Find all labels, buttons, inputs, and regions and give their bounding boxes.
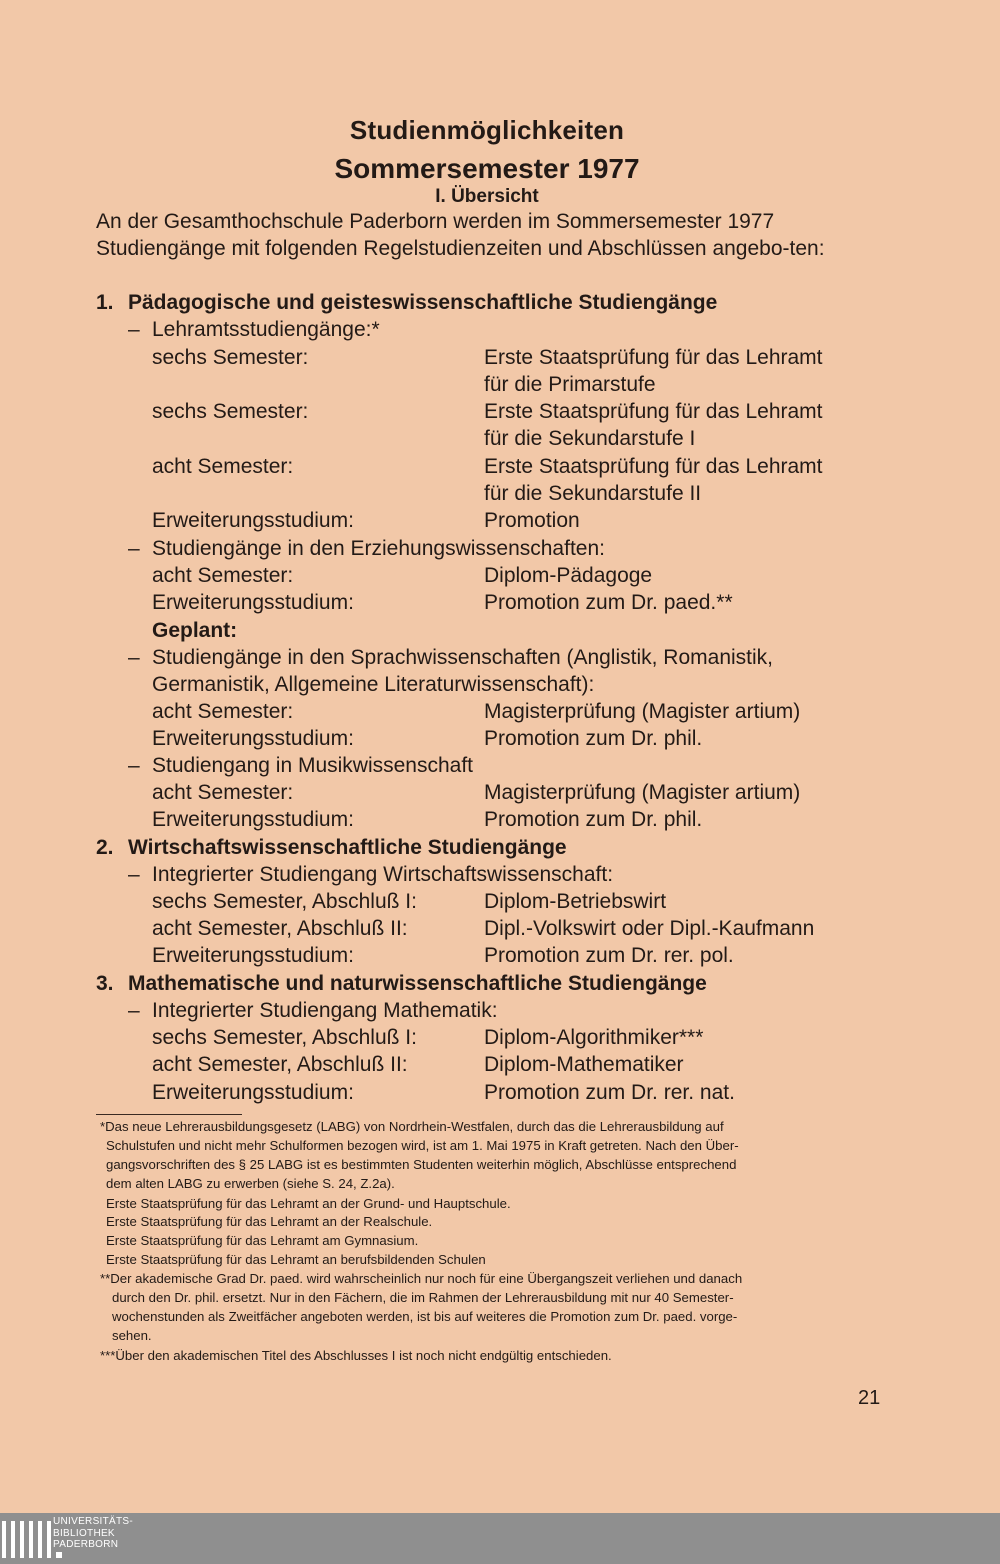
duration-label: Erweiterungsstudium: xyxy=(152,808,354,831)
footnote-line: wochenstunden als Zweitfächer angeboten werden, ist bis auf weiteres die Promotion zum Dr. paed. vorge- xyxy=(112,1309,738,1324)
page-title: Studienmöglichkeiten xyxy=(349,115,625,145)
section-number: 3. xyxy=(96,972,114,995)
footnote-line: Erste Staatsprüfung für das Lehramt an berufsbildenden Schulen xyxy=(106,1252,486,1267)
duration-label: sechs Semester, Abschluß I: xyxy=(152,890,417,913)
duration-label: sechs Semester: xyxy=(152,400,309,423)
degree-label: für die Primarstufe xyxy=(484,373,656,396)
intro-paragraph: An der Gesamthochschule Paderborn werden im Sommersemester 1977 Studiengänge mit folgenden Regelstudienzeiten und Abschlüssen angebo-ten: xyxy=(96,210,825,261)
footnote-divider xyxy=(96,1114,242,1115)
dash-bullet: – xyxy=(128,999,140,1022)
planned-label: Geplant: xyxy=(152,619,238,642)
degree-label: Erste Staatsprüfung für das Lehramt xyxy=(484,455,823,478)
dash-bullet: – xyxy=(128,646,140,669)
page-subtitle: Sommersemester 1977 xyxy=(334,153,640,184)
footnote-line: dem alten LABG zu erwerben (siehe S. 24, Z.2a). xyxy=(106,1176,395,1191)
dash-bullet: – xyxy=(128,754,140,777)
footnote-line: **Der akademische Grad Dr. paed. wird wahrscheinlich nur noch für eine Übergangszeit verliehen und danach xyxy=(100,1271,743,1286)
library-name xyxy=(53,1516,133,1551)
dash-bullet: – xyxy=(128,863,140,886)
degree-label: Promotion zum Dr. paed.** xyxy=(484,591,733,614)
footnote-line: Erste Staatsprüfung für das Lehramt am Gymnasium. xyxy=(106,1233,419,1248)
degree-label: Magisterprüfung (Magister artium) xyxy=(484,700,801,723)
page-number: 21 xyxy=(858,1387,881,1409)
degree-label: Promotion zum Dr. phil. xyxy=(484,727,703,750)
library-line: BIBLIOTHEK xyxy=(53,1527,115,1539)
degree-label: Erste Staatsprüfung für das Lehramt xyxy=(484,400,823,423)
footnote-line: Erste Staatsprüfung für das Lehramt an der Realschule. xyxy=(106,1214,433,1229)
duration-label: acht Semester: xyxy=(152,564,294,587)
footnote-line: Schulstufen und nicht mehr Schulformen bezogen wird, ist am 1. Mai 1975 in Kraft getreten. Nach den Über- xyxy=(106,1138,739,1153)
section-title: Pädagogische und geisteswissenschaftliche Studiengänge xyxy=(128,291,718,314)
degree-label: Promotion zum Dr. rer. nat. xyxy=(484,1081,735,1104)
degree-label: Dipl.-Volkswirt oder Dipl.-Kaufmann xyxy=(484,917,815,940)
degree-label: Erste Staatsprüfung für das Lehramt xyxy=(484,346,823,369)
duration-label: Erweiterungsstudium: xyxy=(152,509,354,532)
program-group: Integrierter Studiengang Mathematik: xyxy=(152,999,498,1022)
degree-label: Diplom-Mathematiker xyxy=(484,1053,684,1076)
duration-label: acht Semester, Abschluß II: xyxy=(152,1053,408,1076)
section-title: Wirtschaftswissenschaftliche Studiengänge xyxy=(128,836,567,859)
library-line: PADERBORN xyxy=(53,1539,119,1550)
duration-label: Erweiterungsstudium: xyxy=(152,944,354,967)
library-line: UNIVERSITÄTS- xyxy=(53,1516,134,1527)
degree-label: Diplom-Algorithmiker*** xyxy=(484,1026,704,1049)
program-group: Studiengänge in den Erziehungswissenschaften: xyxy=(152,537,605,560)
duration-label: acht Semester, Abschluß II: xyxy=(152,917,408,940)
duration-label: acht Semester: xyxy=(152,455,294,478)
section-heading: I. Übersicht xyxy=(435,186,539,207)
duration-label: Erweiterungsstudium: xyxy=(152,1081,354,1104)
degree-label: für die Sekundarstufe I xyxy=(484,427,696,450)
degree-label: für die Sekundarstufe II xyxy=(484,482,702,505)
footnote-line: Erste Staatsprüfung für das Lehramt an der Grund- und Hauptschule. xyxy=(106,1196,511,1211)
duration-label: sechs Semester, Abschluß I: xyxy=(152,1026,417,1049)
duration-label: Erweiterungsstudium: xyxy=(152,591,354,614)
library-footer xyxy=(0,1513,1000,1564)
program-group: Lehramtsstudiengänge:* xyxy=(152,318,380,341)
dash-bullet: – xyxy=(128,537,140,560)
degree-label: Promotion xyxy=(484,509,580,532)
dash-bullet: – xyxy=(128,318,140,341)
program-group: Studiengang in Musikwissenschaft xyxy=(152,754,474,777)
program-group: Germanistik, Allgemeine Literaturwissenschaft): xyxy=(152,673,595,696)
section-title: Mathematische und naturwissenschaftliche Studiengänge xyxy=(128,972,707,995)
footnote-line: *Das neue Lehrerausbildungsgesetz (LABG) von Nordrhein-Westfalen, durch das die Lehrerausbildung auf xyxy=(100,1119,724,1134)
degree-label: Promotion zum Dr. rer. pol. xyxy=(484,944,734,967)
duration-label: acht Semester: xyxy=(152,781,294,804)
duration-label: sechs Semester: xyxy=(152,346,309,369)
footnote-line: sehen. xyxy=(112,1328,152,1343)
degree-label: Magisterprüfung (Magister artium) xyxy=(484,781,801,804)
duration-label: Erweiterungsstudium: xyxy=(152,727,354,750)
program-group: Studiengänge in den Sprachwissenschaften (Anglistik, Romanistik, xyxy=(152,646,774,669)
degree-label: Promotion zum Dr. phil. xyxy=(484,808,703,831)
footnote-line: durch den Dr. phil. ersetzt. Nur in den Fächern, die im Rahmen der Lehrerausbildung mit nur 40 Semester- xyxy=(112,1290,734,1305)
degree-label: Diplom-Betriebswirt xyxy=(484,890,667,913)
program-group: Integrierter Studiengang Wirtschaftswissenschaft: xyxy=(152,863,614,886)
section-number: 1. xyxy=(96,291,114,314)
footnote-line: ***Über den akademischen Titel des Abschlusses I ist noch nicht endgültig entschieden. xyxy=(100,1348,612,1363)
degree-label: Diplom-Pädagoge xyxy=(484,564,653,587)
duration-label: acht Semester: xyxy=(152,700,294,723)
section-number: 2. xyxy=(96,836,114,859)
footnote-line: gangsvorschriften des § 25 LABG ist es bestimmten Studenten weiterhin möglich, Abschlüsse entsprechend xyxy=(106,1157,737,1172)
